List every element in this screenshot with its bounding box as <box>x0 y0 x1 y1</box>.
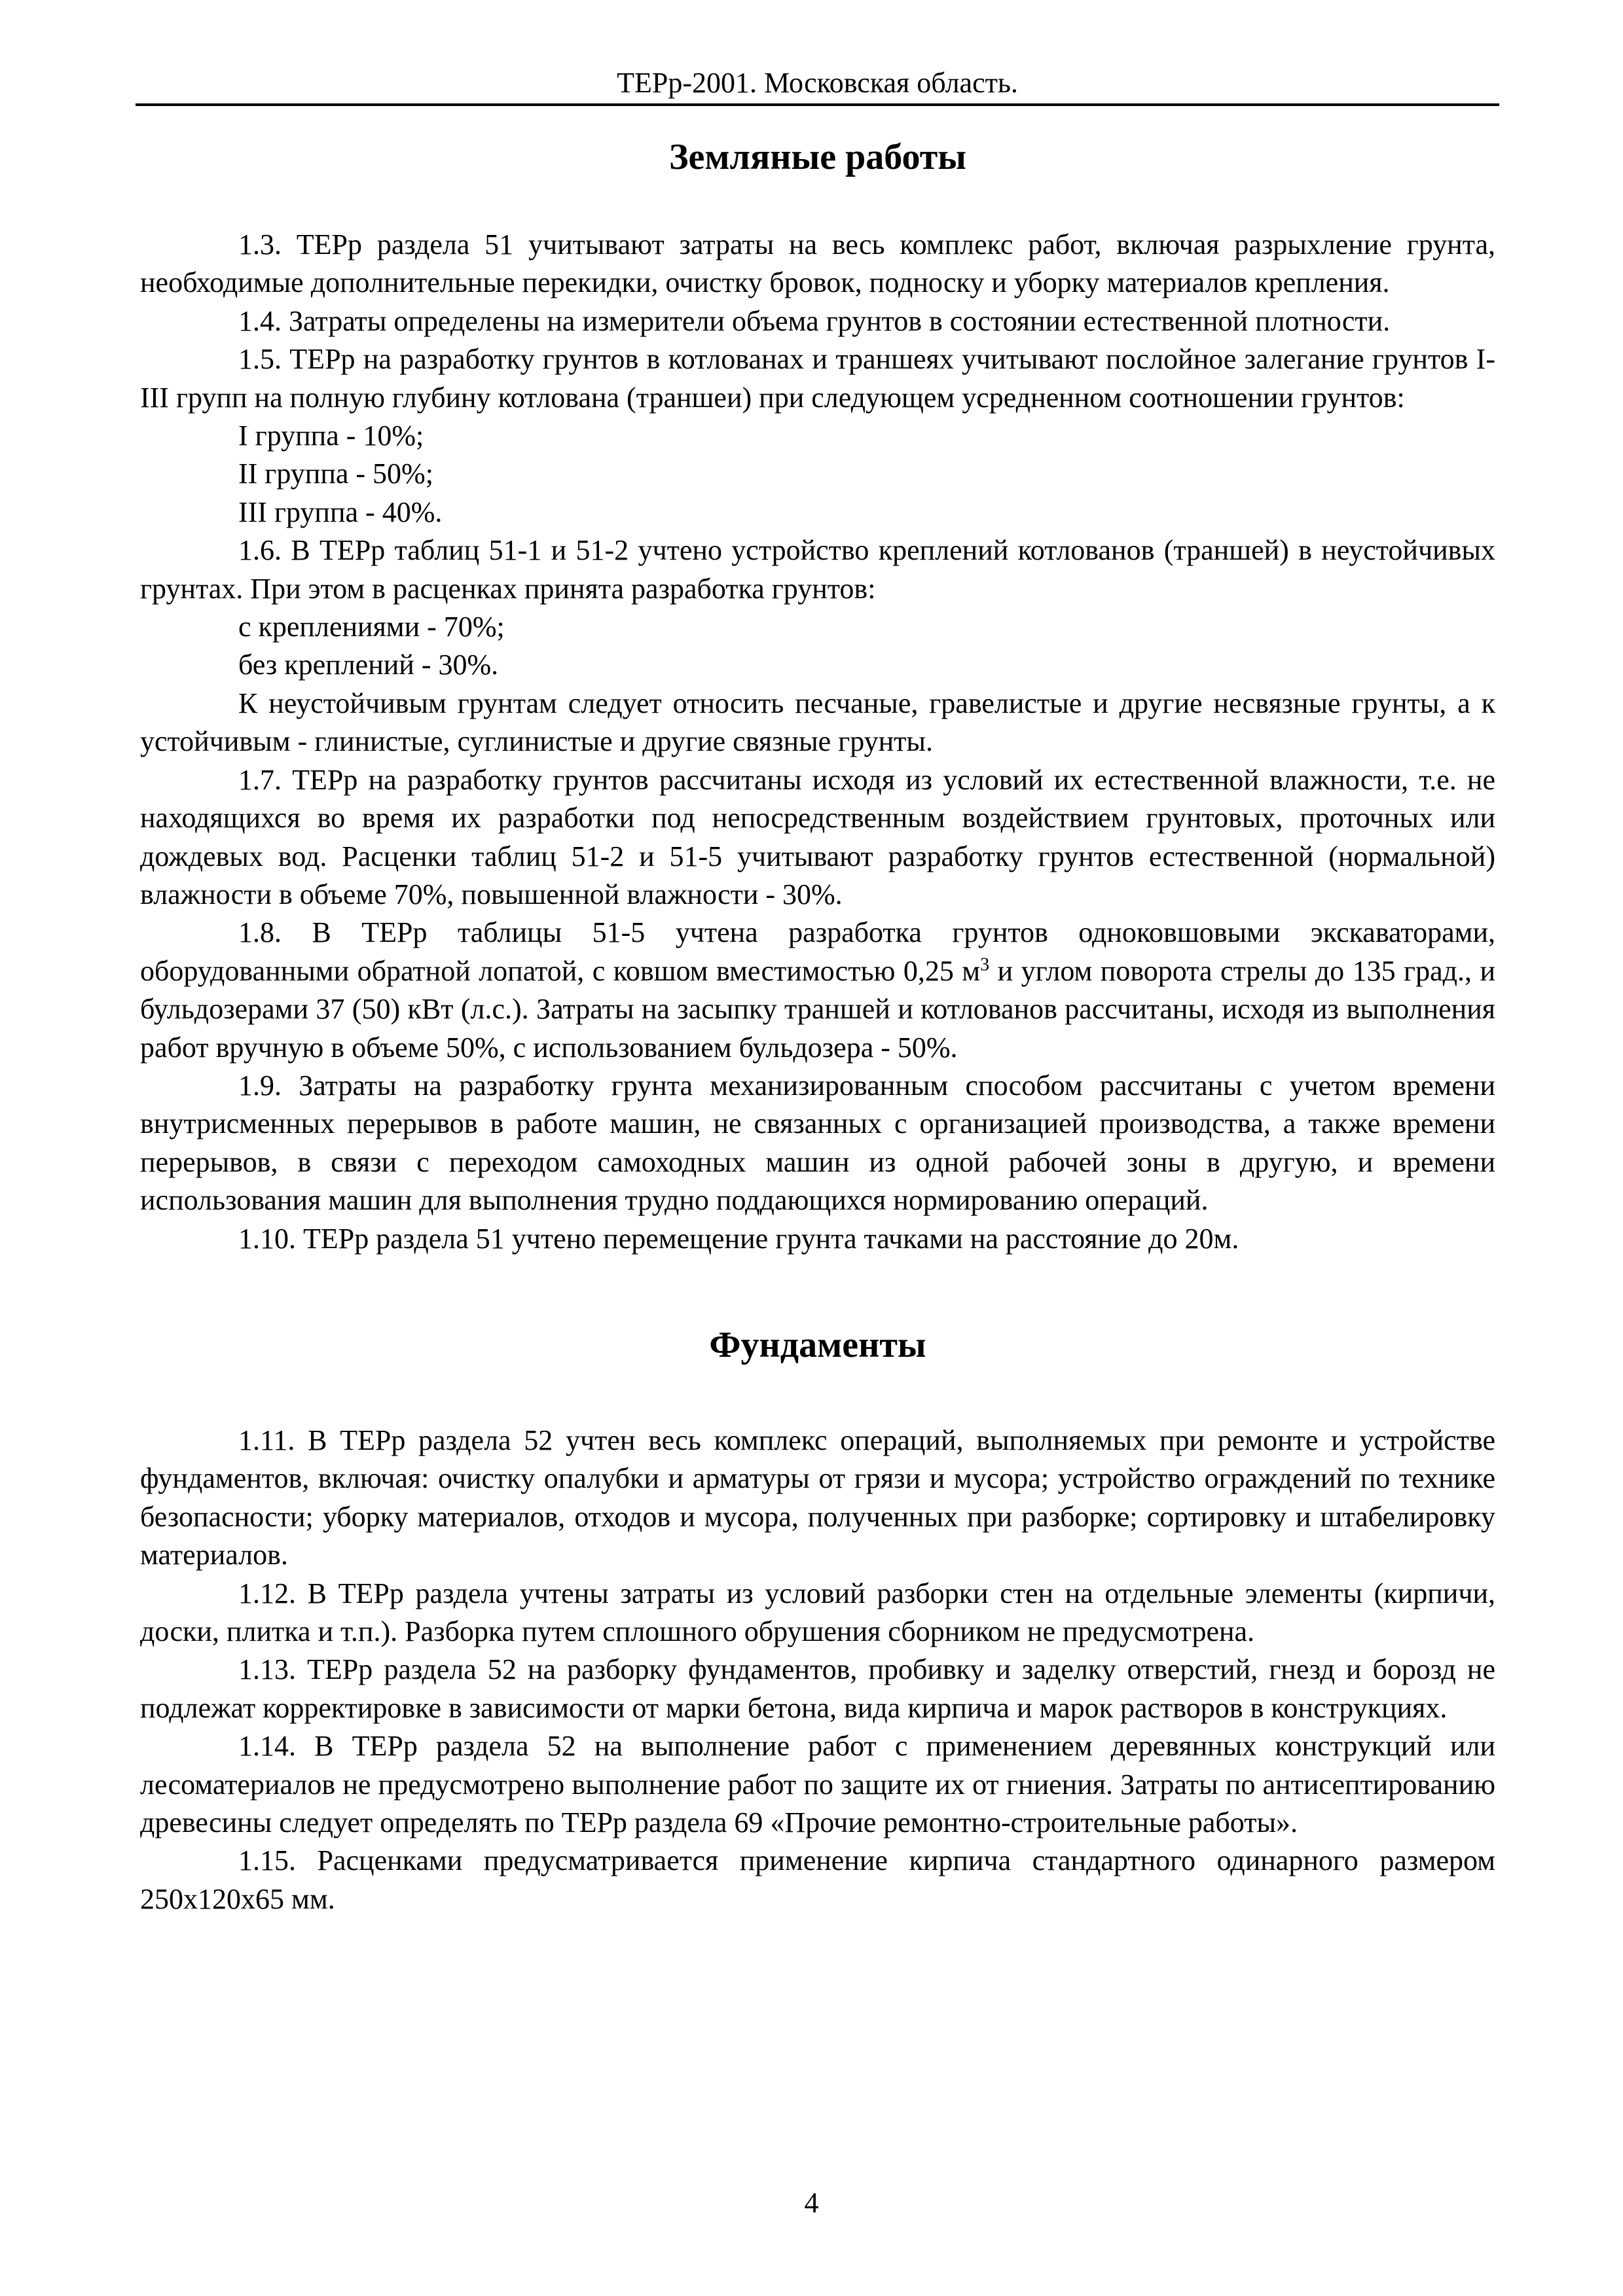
paragraph-1-9: 1.9. Затраты на разработку грунта механизированным способом рассчитаны с учетом времени внутрисменных перерывов в работе машин, не связанных с организацией производства, а также времени перерывов, в связи с переходом самоходных машин из одной рабочей зоны в другую, и времени использования машин для выполнения трудно поддающихся нормированию операций. <box>140 1069 1495 1217</box>
paragraph-1-15: 1.15. Расценками предусматривается применение кирпича стандартного одинарного размером 250х120х65 мм. <box>140 1844 1495 1915</box>
paragraph-1-8-text-end: и углом поворота стрелы до 135 град., и бульдозерами 37 (50) кВт (л.с.). Затраты на засыпку траншей и котлованов рассчитаны, исходя из выполнения работ вручную в объеме 50%, с использованием бульдозера - 50%. <box>140 954 1495 1064</box>
section-title-foundations: Фундаменты <box>709 1324 926 1365</box>
paragraph-1-11: 1.11. В ТЕРр раздела 52 учтен весь комплекс операций, выполняемых при ремонте и устройстве фундаментов, включая: очистку опалубки и арматуры от грязи и мусора; устройство ограждений по технике безопасности; уборку материалов, отходов и мусора, полученных при разборке; сортировку и штабелировку материалов. <box>140 1424 1495 1571</box>
section-title-earthworks: Земляные работы <box>668 137 966 177</box>
fastening-with: с креплениями - 70%; <box>238 611 505 643</box>
paragraph-1-8 <box>140 914 1495 1067</box>
paragraph-1-6: 1.6. В ТЕРр таблиц 51-1 и 51-2 учтено устройство креплений котлованов (траншей) в неустойчивых грунтах. При этом в расценках принята разработка грунтов: <box>140 534 1495 605</box>
paragraph-1-5: 1.5. ТЕРр на разработку грунтов в котлованах и траншеях учитывают послойное залегание грунтов I-III групп на полную глубину котлована (траншеи) при следующем усредненном соотношении грунтов: <box>140 343 1495 414</box>
soil-group-3: III группа - 40%. <box>238 495 443 528</box>
paragraph-1-8-text-start: 1.8. В ТЕРр таблицы 51-5 учтена разработка грунтов одноковшовыми экскаваторами, оборудованными обратной лопатой, с ковшом вместимостью 0,25 м <box>140 916 1495 987</box>
paragraph-1-14: 1.14. В ТЕРр раздела 52 на выполнение работ с применением деревянных конструкций или лесоматериалов не предусмотрено выполнение работ по защите их от гниения. Затраты по антисептированию древесины следует определять по ТЕРр раздела 69 «Прочие ремонтно-строительные работы». <box>140 1730 1495 1839</box>
soil-group-1: I группа - 10%; <box>238 420 424 452</box>
page-body <box>140 134 1495 1918</box>
running-header: ТЕРр-2001. Московская область. <box>136 63 1499 106</box>
paragraph-1-7: 1.7. ТЕРр на разработку грунтов рассчитаны исходя из условий их естественной влажности, т.е. не находящихся во время их разработки под непосредственным воздействием грунтовых, проточных или дождевых вод. Расценки таблиц 51-2 и 51-5 учитывают разработку грунтов естественной (нормальной) влажности в объеме 70%, повышенной влажности - 30%. <box>140 763 1495 910</box>
paragraph-1-3: 1.3. ТЕРр раздела 51 учитывают затраты на весь комплекс работ, включая разрыхление грунта, необходимые дополнительные перекидки, очистку бровок, подноску и уборку материалов крепления. <box>140 228 1495 299</box>
paragraph-1-4: 1.4. Затраты определены на измерители объема грунтов в состоянии естественной плотности. <box>238 304 1391 337</box>
cubic-superscript: 3 <box>980 954 990 975</box>
paragraph-1-12: 1.12. В ТЕРр раздела учтены затраты из условий разборки стен на отдельные элементы (кирпичи, доски, плитка и т.п.). Разборка путем сплошного обрушения сборником не предусмотрена. <box>140 1577 1495 1647</box>
paragraph-1-13: 1.13. ТЕРр раздела 52 на разборку фундаментов, пробивку и заделку отверстий, гнезд и борозд не подлежат корректировке в зависимости от марки бетона, вида кирпича и марок растворов в конструкциях. <box>140 1653 1495 1724</box>
fastening-without: без креплений - 30%. <box>238 649 499 681</box>
paragraph-1-10: 1.10. ТЕРр раздела 51 учтено перемещение грунта тачками на расстояние до 20м. <box>238 1222 1239 1255</box>
soil-group-2: II группа - 50%; <box>238 457 433 490</box>
paragraph-unstable-soils: К неустойчивым грунтам следует относить песчаные, гравелистые и другие несвязные грунты, а к устойчивым - глинистые, суглинистые и другие связные грунты. <box>140 687 1495 758</box>
page-number: 4 <box>804 2187 819 2219</box>
